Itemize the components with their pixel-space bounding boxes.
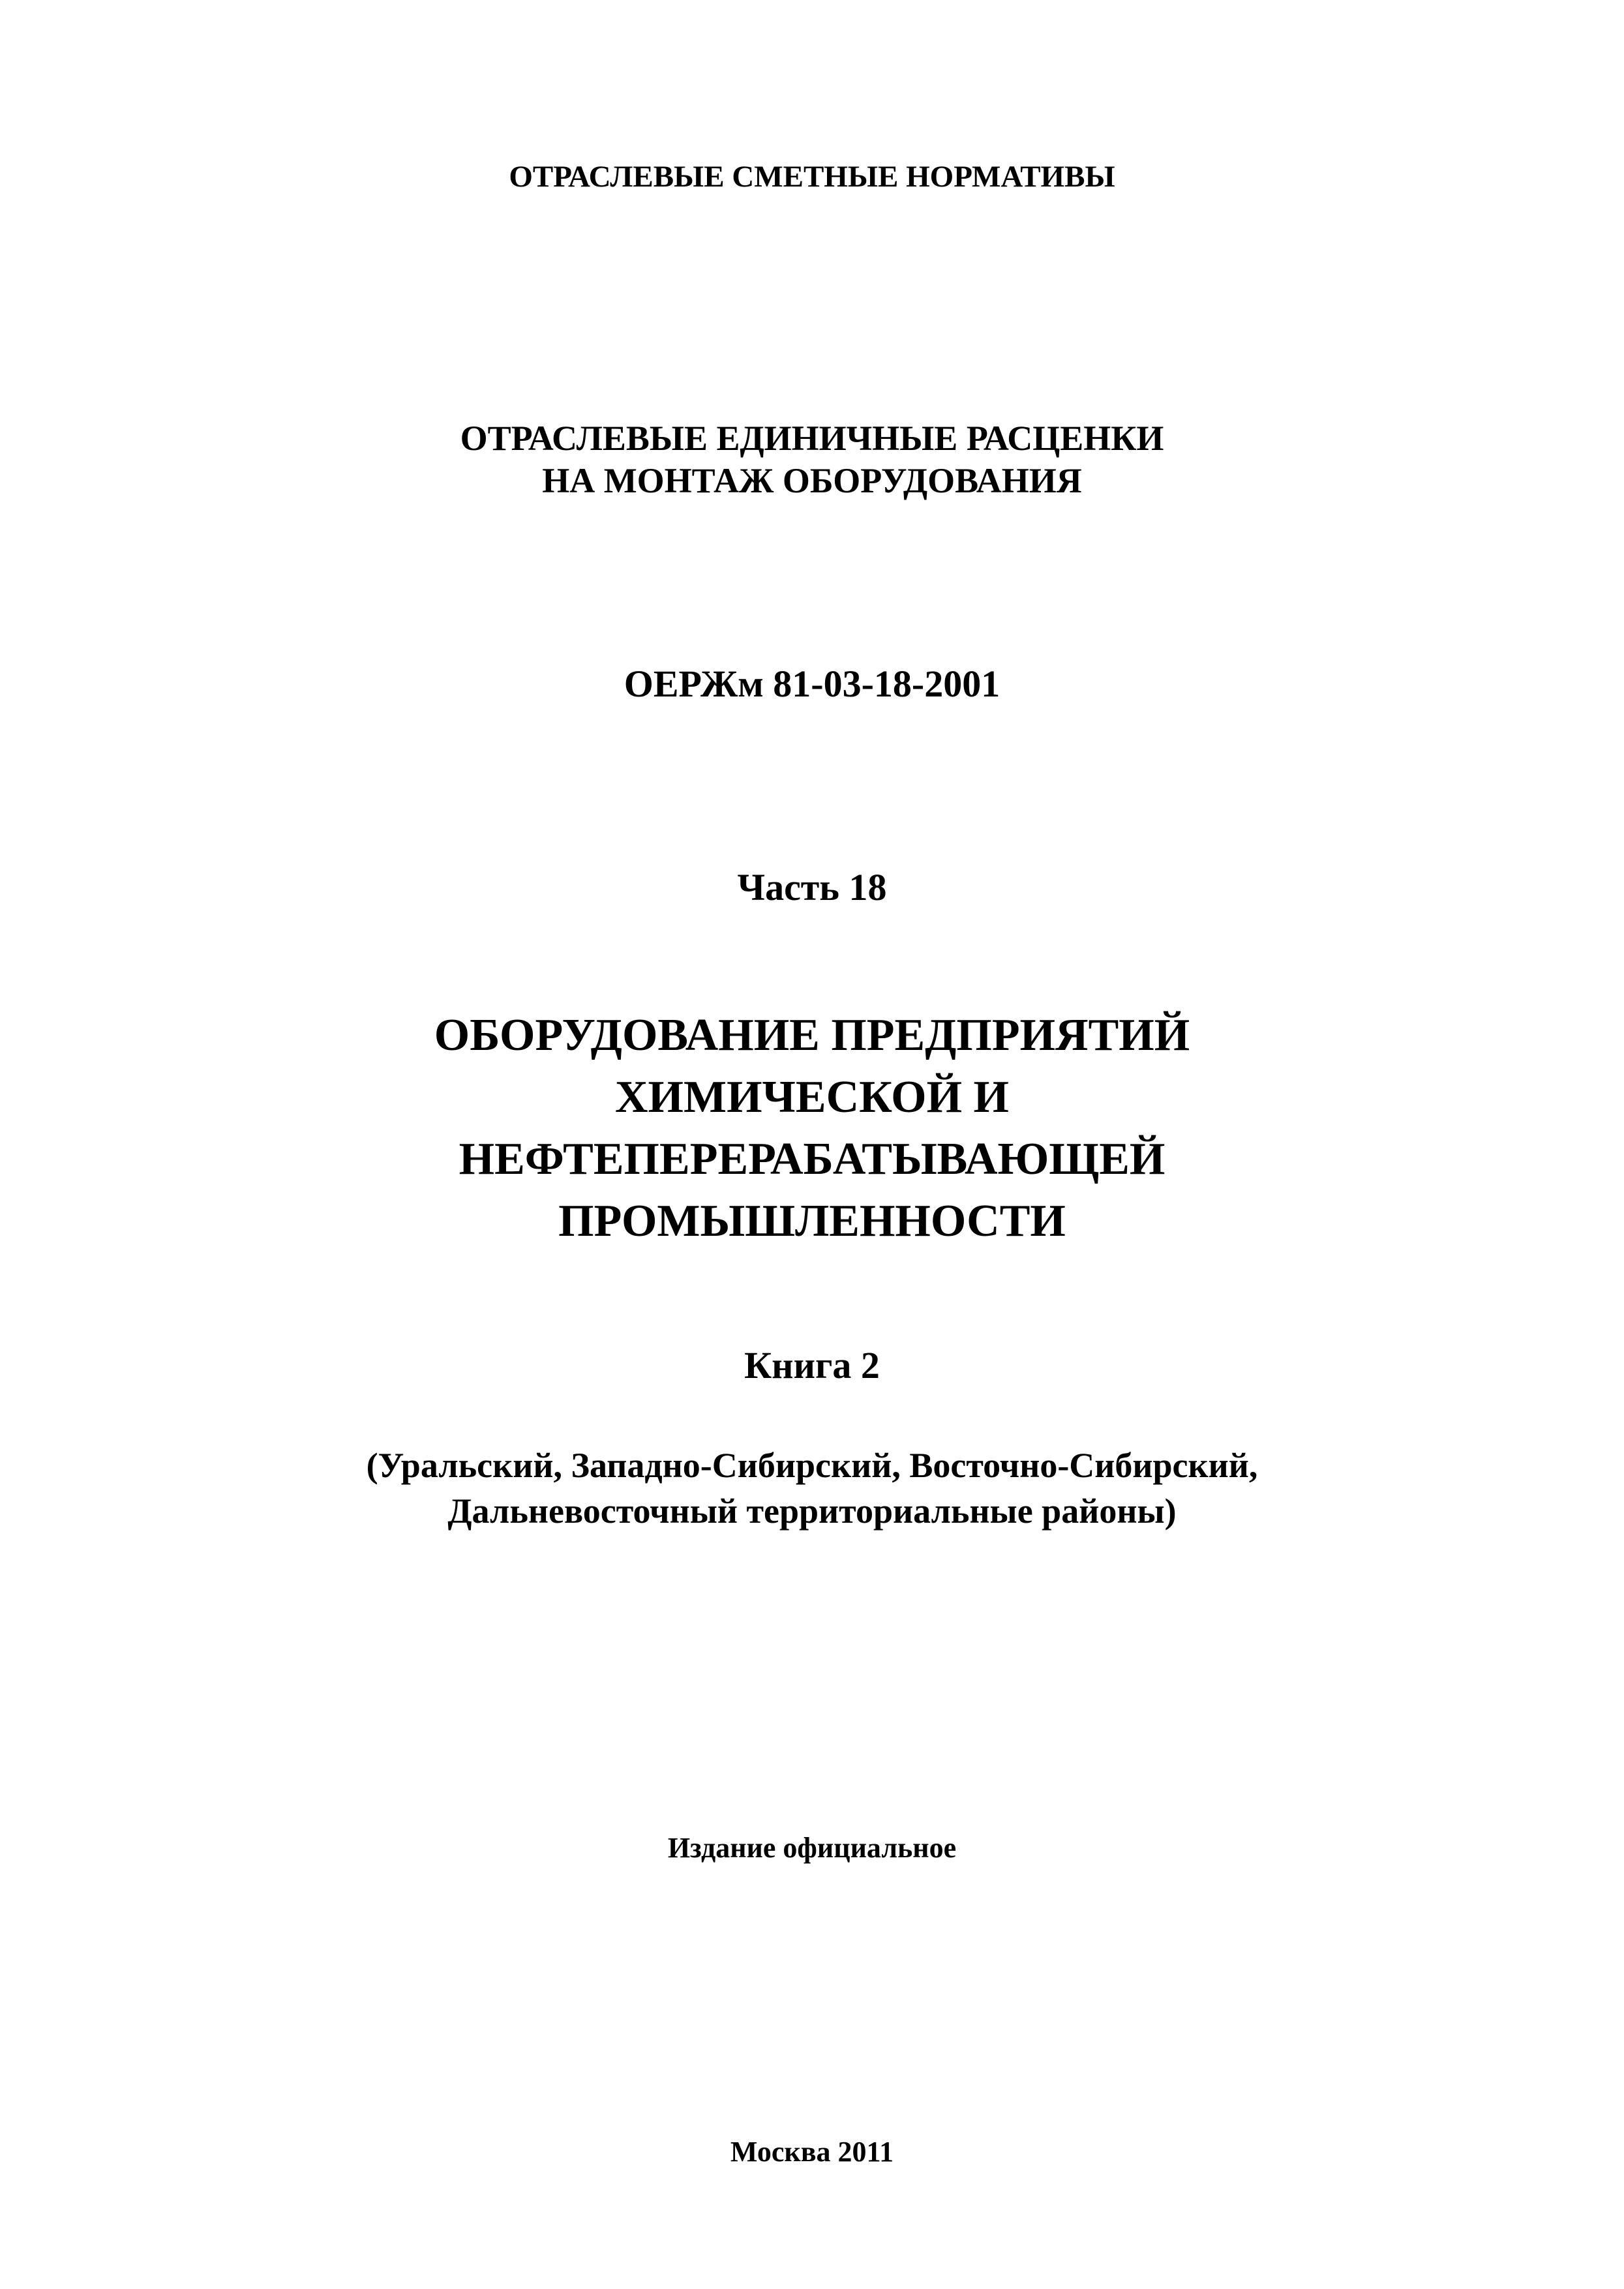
document-code: ОЕРЖм 81-03-18-2001: [624, 663, 1000, 705]
part-number: Часть 18: [737, 866, 887, 908]
regions-line-1: (Уральский, Западно-Сибирский, Восточно-Сибирский,: [366, 1446, 1258, 1485]
subject-line-1: ОБОРУДОВАНИЕ ПРЕДПРИЯТИЙ: [434, 1010, 1190, 1060]
document-title-line-1: ОТРАСЛЕВЫЕ ЕДИНИЧНЫЕ РАСЦЕНКИ: [460, 419, 1164, 458]
regions-line-2: Дальневосточный территориальные районы): [447, 1491, 1177, 1531]
subject-line-4: ПРОМЫШЛЕННОСТИ: [558, 1196, 1066, 1246]
book-number: Книга 2: [744, 1344, 880, 1386]
document-title-line-2: НА МОНТАЖ ОБОРУДОВАНИЯ: [542, 461, 1082, 500]
subject-line-3: НЕФТЕПЕРЕРАБАТЫВАЮЩЕЙ: [459, 1134, 1165, 1184]
series-heading: ОТРАСЛЕВЫЕ СМЕТНЫЕ НОРМАТИВЫ: [509, 160, 1115, 194]
imprint-city-year: Москва 2011: [730, 2136, 894, 2168]
edition-note: Издание официальное: [667, 1832, 957, 1864]
subject-line-2: ХИМИЧЕСКОЙ И: [615, 1072, 1009, 1122]
